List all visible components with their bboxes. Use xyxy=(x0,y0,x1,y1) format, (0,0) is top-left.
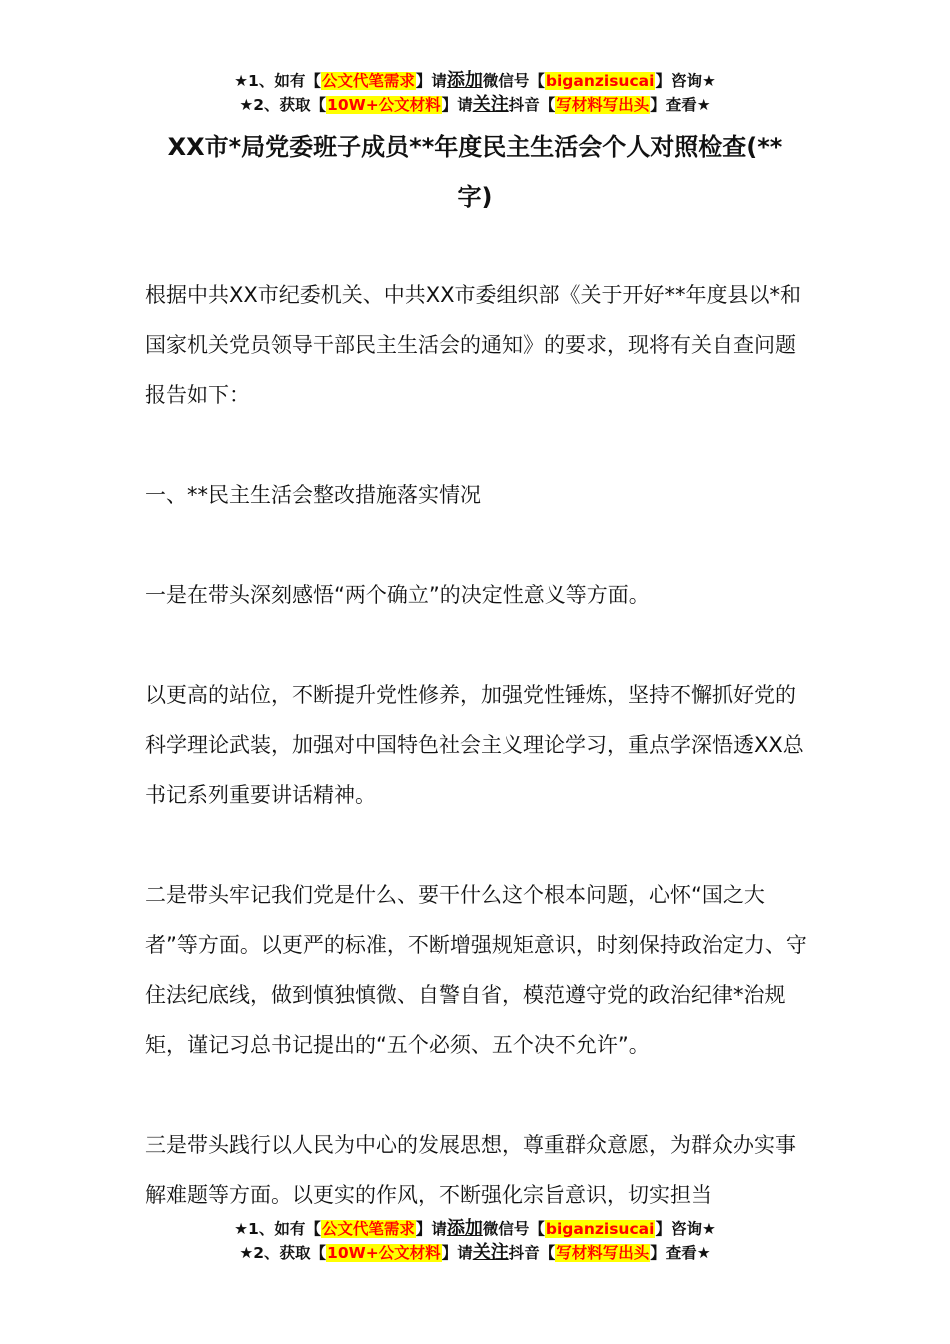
promo-line-2-top: ★2、获取【10W+公文材料】请关注抖音【写材料写出头】查看★ xyxy=(239,94,711,115)
highlight-wechat-id-bottom: biganzisucai xyxy=(545,1220,655,1238)
highlight-douyin-name: 写材料写出头 xyxy=(556,96,650,114)
promo-line-2-bottom: ★2、获取【10W+公文材料】请关注抖音【写材料写出头】查看★ xyxy=(0,1242,950,1264)
promo-line-1-bottom: ★1、如有【公文代笔需求】请添加微信号【biganzisucai】咨询★ xyxy=(0,1218,950,1240)
document-title xyxy=(110,122,840,222)
highlight-wechat-id: biganzisucai xyxy=(545,72,655,90)
item-1-body: 以更高的站位，不断提升党性修养，加强党性锤炼，坚持不懈抓好党的科学理论武装，加强对中国特色社会主义理论学习，重点学深悟透XX总书记系列重要讲话精神。 xyxy=(145,683,804,807)
item-2-paragraph: 二是带头牢记我们党是什么、要干什么这个根本问题，心怀“国之大者”等方面。以更严的标准，不断增强规矩意识，时刻保持政治定力、守住法纪底线，做到慎独慎微、自警自省，模范遵守党的政治纪律*治规矩，谨记习总书记提出的“五个必须、五个决不允许”。 xyxy=(145,883,807,1057)
title-line-2: 字) xyxy=(457,183,493,211)
item-3-paragraph: 三是带头践行以人民为中心的发展思想，尊重群众意愿，为群众办实事解难题等方面。以更实的作风，不断强化宗旨意识，切实担当 xyxy=(145,1133,796,1207)
highlight-materials-bottom: 10W+公文材料 xyxy=(327,1244,441,1262)
highlight-douyin-name-bottom: 写材料写出头 xyxy=(556,1244,650,1262)
highlight-materials: 10W+公文材料 xyxy=(327,96,441,114)
intro-paragraph: 根据中共XX市纪委机关、中共XX市委组织部《关于开好**年度县以*和国家机关党员领导干部民主生活会的通知》的要求，现将有关自查问题报告如下： xyxy=(145,283,802,407)
title-line-1: XX市*局党委班子成员**年度民主生活会个人对照检查(** xyxy=(167,133,783,161)
section-heading-1: 一、**民主生活会整改措施落实情况 xyxy=(145,483,481,507)
highlight-ghostwriting: 公文代笔需求 xyxy=(321,72,415,90)
item-1-heading: 一是在带头深刻感悟“两个确立”的决定性意义等方面。 xyxy=(145,583,650,607)
highlight-ghostwriting-bottom: 公文代笔需求 xyxy=(321,1220,415,1238)
promo-line-1-top: ★1、如有【公文代笔需求】请添加微信号【biganzisucai】咨询★ xyxy=(234,70,716,91)
document-body xyxy=(145,270,810,1220)
